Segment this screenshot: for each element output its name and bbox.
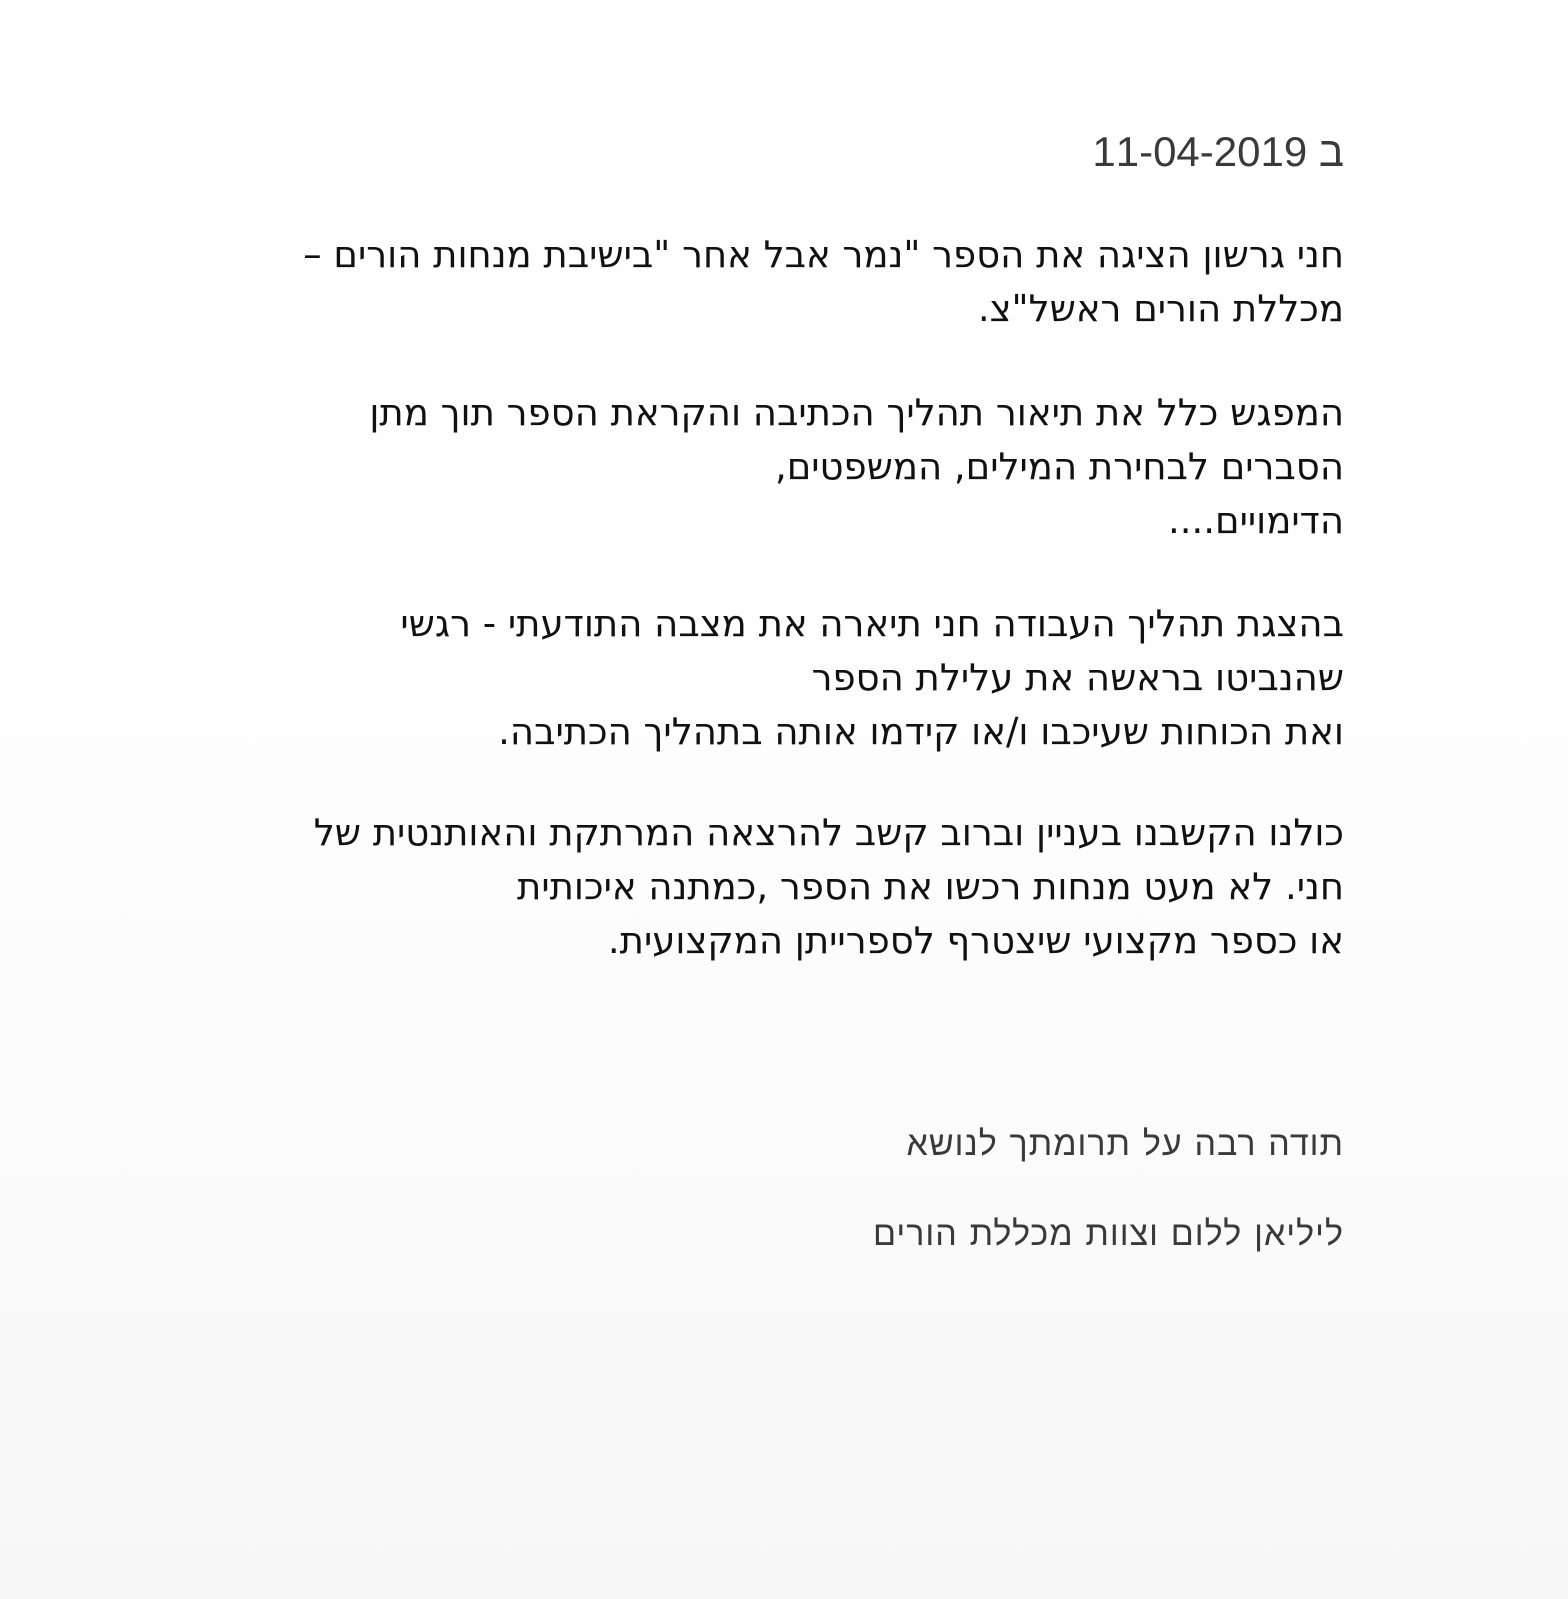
paragraph-line: כולנו הקשבנו בעניין וברוב קשב להרצאה המרתקת והאותנטית של	[313, 811, 1344, 854]
paragraph-meeting-content	[369, 386, 1344, 548]
paragraph-line: המפגש כלל את תיאור תהליך הכתיבה והקראת הספר תוך מתן	[369, 391, 1344, 434]
paragraph-line: או כספר מקצועי שיצטרף לספרייתן המקצועית.	[607, 919, 1344, 962]
thanks-line: תודה רבה על תרומתך לנושא	[906, 1124, 1344, 1164]
paragraph-work-process	[400, 597, 1344, 759]
date-line: ב 11-04-2019	[1092, 128, 1344, 175]
paragraph-line: ואת הכוחות שעיכבו ו/או קידמו אותה בתהליך הכתיבה.	[498, 710, 1344, 753]
paragraph-line: חני גרשון הציגה את הספר "נמר אבל אחר "בישיבת מנחות הורים –	[303, 233, 1344, 276]
paragraph-line: שהנביטו בראשה את עלילת הספר	[811, 656, 1344, 699]
paragraph-line: בהצגת תהליך העבודה חני תיארה את מצבה התודעתי - רגשי	[400, 602, 1344, 645]
paragraph-audience-response	[314, 806, 1344, 968]
paragraph-line: חני. לא מעט מנחות רכשו את הספר ,כמתנה איכותית	[517, 865, 1344, 908]
paragraph-line: הדימויים....	[1167, 499, 1344, 542]
paragraph-book-presentation	[303, 228, 1344, 336]
paragraph-line: הסברים לבחירת המילים, המשפטים,	[774, 445, 1344, 488]
signature-line: ליליאן ללום וצוות מכללת הורים	[873, 1214, 1344, 1254]
paragraph-line: מכללת הורים ראשל"צ.	[977, 287, 1344, 330]
